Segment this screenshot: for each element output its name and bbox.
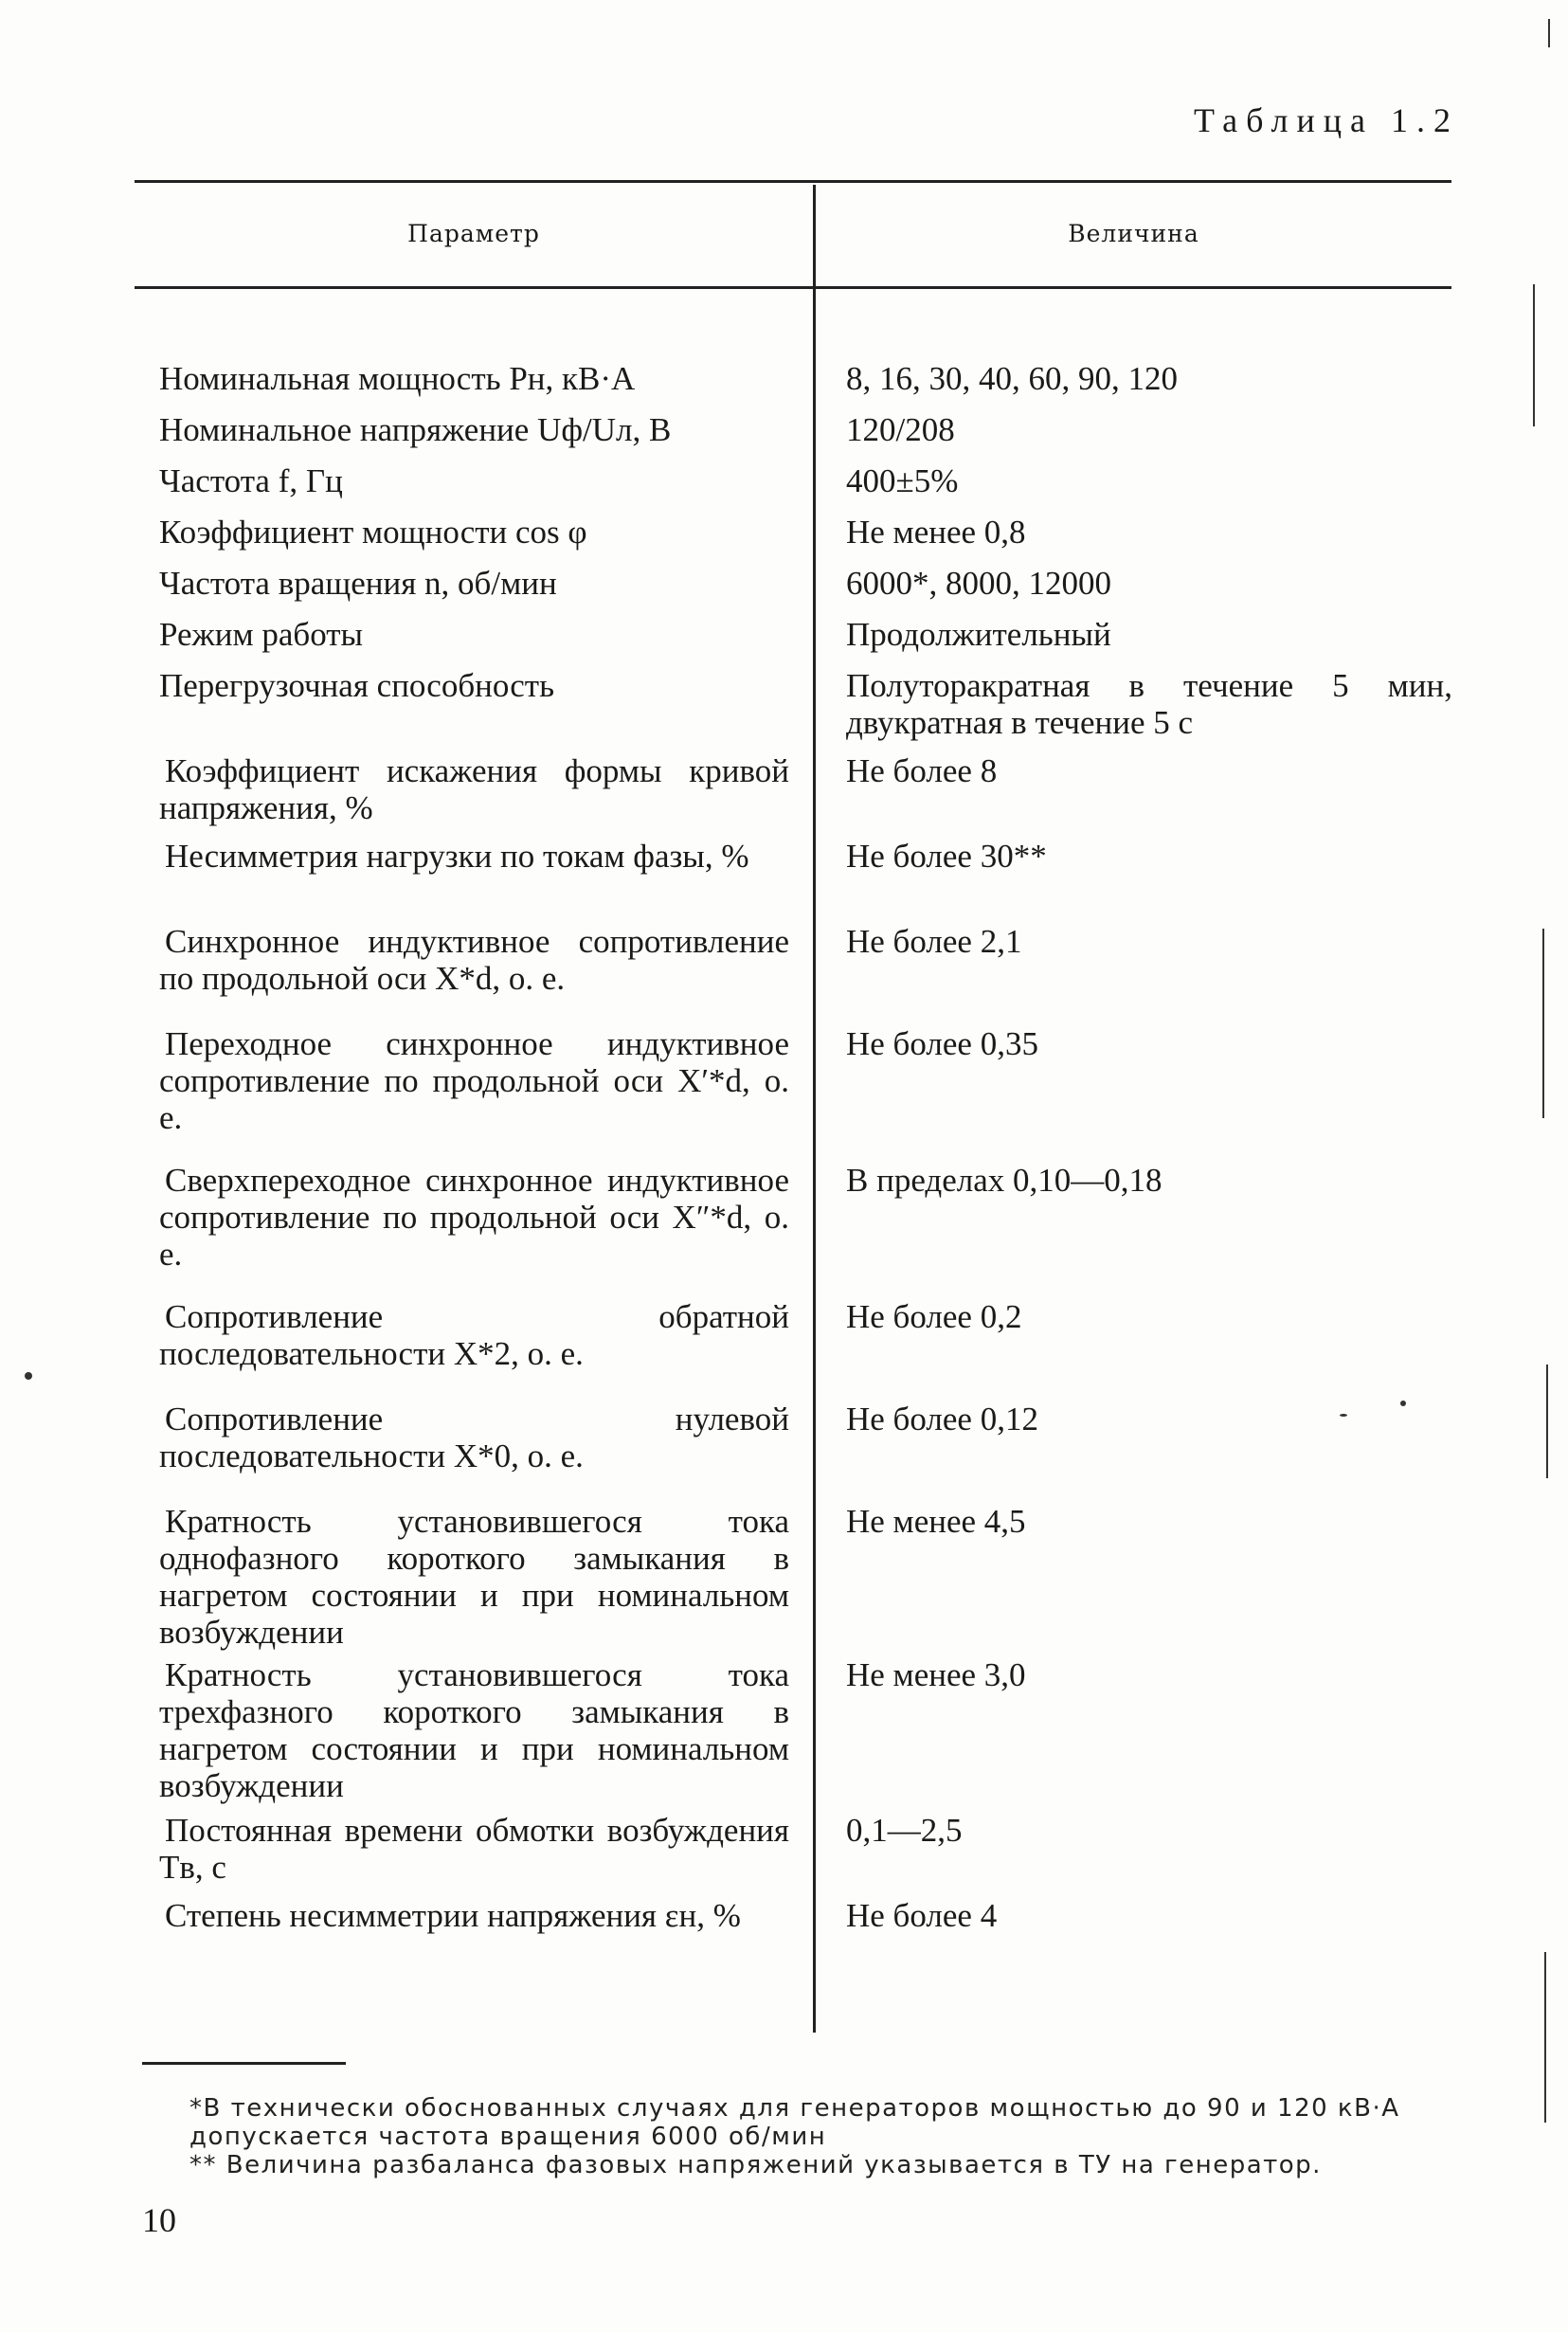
value-cell: Не более 2,1 — [846, 923, 1022, 960]
value-cell: Не менее 3,0 — [846, 1656, 1026, 1693]
param-cell: Переходное синхронное индуктивное сопротивление по продольной оси X′*d, о. е. — [159, 1025, 789, 1136]
param-cell: Кратность установившегося тока однофазного короткого замыкания в нагретом состоянии и при номинальном возбуждении — [159, 1503, 789, 1651]
value-cell: 0,1—2,5 — [846, 1812, 963, 1849]
value-cell: Не более 0,35 — [846, 1025, 1038, 1062]
value-cell: 6000*, 8000, 12000 — [846, 565, 1111, 602]
scan-edge-mark — [1542, 929, 1544, 1118]
value-cell: Не менее 0,8 — [846, 514, 1026, 551]
param-cell: Кратность установившегося тока трехфазного короткого замыкания в нагретом состоянии и при номинальном возбуждении — [159, 1656, 789, 1804]
param-cell: Коэффициент искажения формы кривой напряжения, % — [159, 752, 789, 826]
value-cell: Не более 0,12 — [846, 1401, 1038, 1437]
value-cell: Не более 30** — [846, 838, 1047, 875]
header-param: Параметр — [407, 220, 540, 247]
scan-edge-mark — [1544, 1952, 1546, 2123]
value-cell: 8, 16, 30, 40, 60, 90, 120 — [846, 360, 1178, 397]
footnote-1: *В технически обоснованных случаях для генераторов мощностью до 90 и 120 кВ·А допускается частота вращения 6000 об/мин — [189, 2094, 1400, 2151]
value-cell: Полуторакратная в течение 5 мин, двукратная в течение 5 с — [846, 667, 1452, 741]
value-cell: В пределах 0,10—0,18 — [846, 1162, 1162, 1199]
value-cell: 400±5% — [846, 462, 959, 499]
param-cell: Частота f, Гц — [159, 462, 343, 499]
param-cell: Сверхпереходное синхронное индуктивное сопротивление по продольной оси X″*d, о. е. — [159, 1162, 789, 1273]
param-cell: Степень несимметрии напряжения εн, % — [165, 1897, 741, 1934]
param-cell: Сопротивление обратной последовательности X*2, о. е. — [159, 1298, 789, 1372]
param-cell: Номинальное напряжение Uф/Uл, В — [159, 411, 672, 448]
page-number: 10 — [142, 2201, 176, 2239]
value-cell: Не более 8 — [846, 752, 998, 789]
param-cell: Номинальная мощность Pн, кВ·А — [159, 360, 636, 397]
value-cell: Не менее 4,5 — [846, 1503, 1026, 1540]
scan-speck — [1340, 1414, 1347, 1417]
param-cell: Перегрузочная способность — [159, 667, 555, 704]
footnote-2: ** Величина разбаланса фазовых напряжений указывается в ТУ на генератор. — [189, 2151, 1322, 2179]
param-cell: Режим работы — [159, 616, 364, 653]
param-cell: Сопротивление нулевой последовательности X*0, о. е. — [159, 1401, 789, 1474]
footnote-rule — [142, 2062, 346, 2065]
header-value: Величина — [1068, 220, 1199, 247]
scan-speck — [25, 1372, 32, 1380]
scan-edge-mark — [1548, 19, 1550, 47]
table-top-rule — [135, 180, 1451, 183]
param-cell: Несимметрия нагрузки по токам фазы, % — [165, 838, 749, 875]
param-cell: Частота вращения n, об/мин — [159, 565, 557, 602]
scan-edge-mark — [1533, 284, 1535, 426]
param-cell: Синхронное индуктивное сопротивление по продольной оси X*d, о. е. — [159, 923, 789, 997]
header-bottom-rule — [135, 286, 1451, 289]
param-cell: Постоянная времени обмотки возбуждения Tв, с — [159, 1812, 789, 1886]
scan-speck — [1400, 1401, 1406, 1406]
scan-edge-mark — [1546, 1365, 1548, 1478]
value-cell: Не более 0,2 — [846, 1298, 1022, 1335]
value-cell: Не более 4 — [846, 1897, 998, 1934]
param-cell: Коэффициент мощности cos φ — [159, 514, 587, 551]
column-divider — [813, 185, 816, 2033]
value-cell: 120/208 — [846, 411, 955, 448]
table-title: Таблица 1.2 — [1194, 101, 1459, 139]
value-cell: Продолжительный — [846, 616, 1111, 653]
